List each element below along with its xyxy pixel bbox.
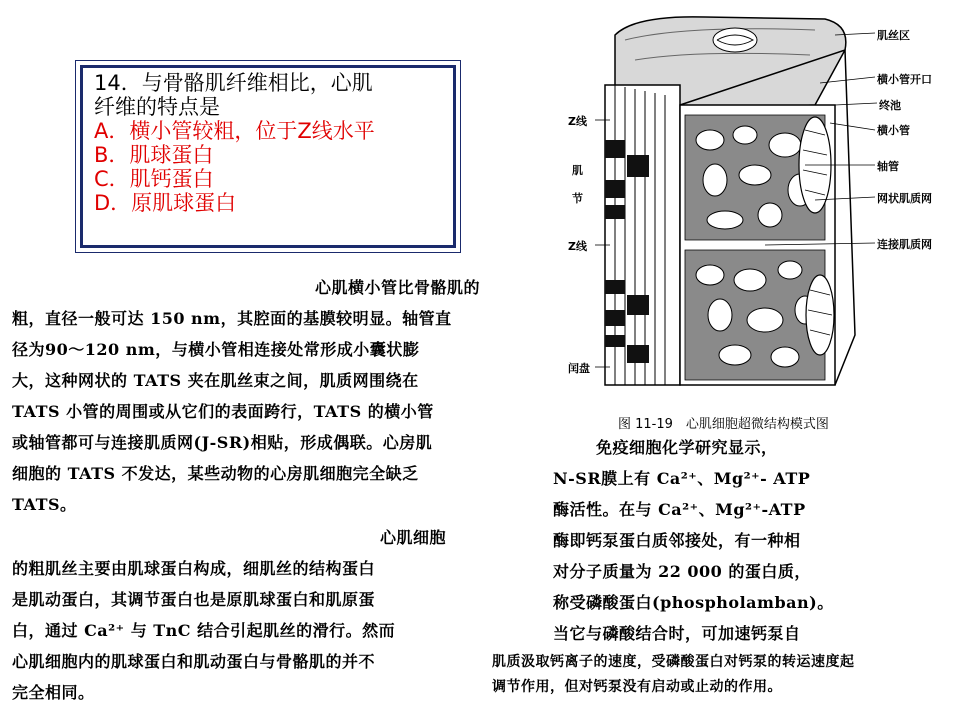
text-line: 称受磷酸蛋白(phospholamban)。 [553,593,834,612]
figure-label-terminal-cisterna: 终池 [879,99,901,112]
figure-label-network-sr: 网状肌质网 [877,192,932,205]
option-c[interactable]: C．肌钙蛋白 [94,167,214,191]
text-line: 或轴管都可与连接肌质网(J-SR)相贴，形成偶联。心房肌 [12,433,433,452]
figure-label-z-line-bottom: Z线 [568,240,587,253]
text-line: 径为90～120 nm，与横小管相连接处常形成小囊状膨 [12,340,420,359]
figure-label-axial-tubule: 轴管 [877,160,899,173]
option-b[interactable]: B．肌球蛋白 [94,143,214,167]
figure-label-intercalated-disc: 闰盘 [568,362,590,375]
text-line: 的粗肌丝主要由肌球蛋白构成，细肌丝的结构蛋白 [12,559,376,578]
question-stem-line2: 纤维的特点是 [94,95,220,119]
question-text [94,71,375,215]
figure-label-sarcomere-1: 肌 [572,164,583,177]
paragraph-tats [12,272,480,520]
text-line: 肌质汲取钙离子的速度，受磷酸蛋白对钙泵的转运速度起 [492,654,855,670]
figure-label-z-line-top: Z线 [568,115,587,128]
text-line: 调节作用，但对钙泵没有启动或止动的作用。 [492,679,782,695]
text-line: 细胞的 TATS 不发达，某些动物的心房肌细胞完全缺乏 [12,464,419,483]
text-line: 对分子质量为 22 000 的蛋白质， [553,562,811,581]
paragraph-sr-tail [492,650,855,700]
text-line: 心肌横小管比骨骼肌的 [315,278,481,297]
text-line: TATS。 [12,495,77,514]
text-line: 酶活性。在与 Ca²⁺、Mg²⁺-ATP [553,500,806,519]
text-line: 心肌细胞内的肌球蛋白和肌动蛋白与骨骼肌的并不 [12,652,376,671]
figure-label-junctional-sr: 连接肌质网 [877,238,932,251]
figure-caption: 图 11-19 心肌细胞超微结构模式图 [618,417,829,432]
text-line: 酶即钙泵蛋白质邻接处，有一种相 [553,531,801,550]
text-line: 心肌细胞 [380,528,447,547]
text-line: 粗，直径一般可达 150 nm，其腔面的基膜较明显。轴管直 [12,309,452,328]
option-a[interactable]: A．横小管较粗，位于Z线水平 [94,119,375,143]
text-line: 完全相同。 [12,683,95,702]
figure-label-myofilament-region: 肌丝区 [877,29,910,42]
option-d[interactable]: D．原肌球蛋白 [94,191,237,215]
text-line: 免疫细胞化学研究显示， [596,438,778,457]
text-line: N-SR膜上有 Ca²⁺、Mg²⁺- ATP [553,469,811,488]
text-line: 大，这种网状的 TATS 夹在肌丝束之间，肌质网围绕在 [12,371,419,390]
figure-label-sarcomere-2: 节 [572,192,583,205]
paragraph-myofilament [12,522,446,708]
text-line: TATS 小管的周围或从它们的表面跨行，TATS 的横小管 [12,402,434,421]
question-stem-line1: 14．与骨骼肌纤维相比，心肌 [94,71,373,95]
text-line: 白，通过 Ca²⁺ 与 TnC 结合引起肌丝的滑行。然而 [12,621,396,640]
text-line: 当它与磷酸结合时，可加速钙泵自 [553,624,801,643]
figure-label-t-tubule-opening: 横小管开口 [877,73,932,86]
paragraph-sr [553,432,834,649]
figure-label-t-tubule: 横小管 [877,124,910,137]
question-box [75,60,461,253]
text-line: 是肌动蛋白，其调节蛋白也是原肌球蛋白和肌原蛋 [12,590,376,609]
